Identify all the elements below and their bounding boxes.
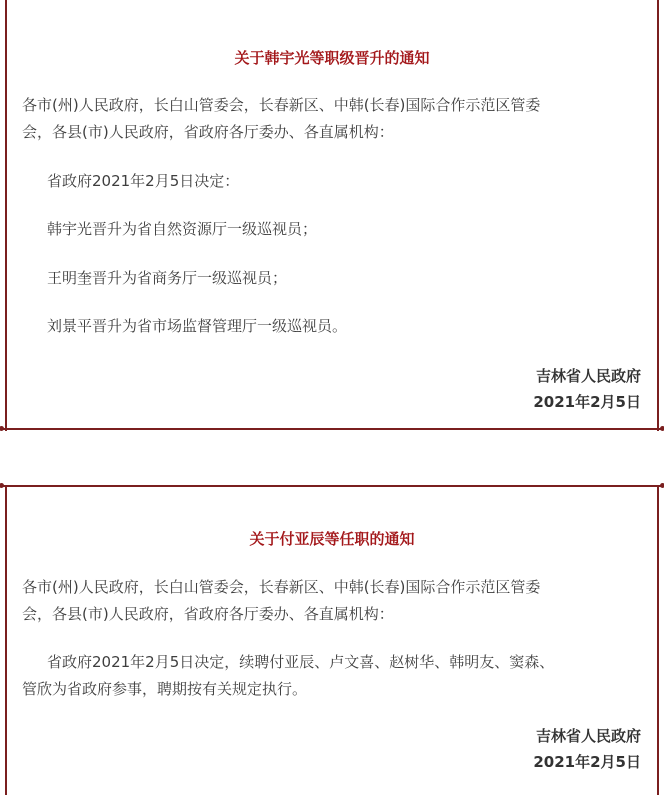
frame-bottom-line [1, 428, 663, 430]
frame-corner-dot [660, 483, 664, 488]
recipients-line: 各市(州)人民政府，长白山管委会，长春新区、中韩(长春)国际合作示范区管委 [22, 578, 541, 596]
notice-title: 关于付亚辰等任职的通知 [249, 530, 415, 548]
recipients [22, 92, 642, 146]
list-item: 王明奎晋升为省商务厅一级巡视员； [47, 269, 288, 287]
recipients-line: 会，各县(市)人民政府，省政府各厅委办、各直属机构： [22, 123, 394, 141]
frame-corner-dot [0, 426, 4, 431]
notice-2 [5, 486, 659, 795]
list-item: 刘景平晋升为省市场监督管理厅一级巡视员。 [47, 317, 348, 335]
signature-org: 吉林省人民政府 [535, 367, 641, 385]
recipients [22, 574, 642, 628]
frame-corner-dot [660, 426, 664, 431]
list-item: 韩宇光晋升为省自然资源厅一级巡视员； [47, 220, 318, 238]
decision-line: 省政府2021年2月5日决定，续聘付亚辰、卢文喜、赵树华、韩明友、窦森、 [47, 653, 555, 671]
recipients-line: 各市(州)人民政府，长白山管委会，长春新区、中韩(长春)国际合作示范区管委 [22, 96, 541, 114]
decision-text [22, 649, 642, 703]
frame-top-line [1, 485, 663, 487]
notice-title: 关于韩宇光等职级晋升的通知 [234, 49, 430, 67]
decision-line: 管欣为省政府参事，聘期按有关规定执行。 [22, 680, 308, 698]
notice-1 [5, 0, 659, 431]
recipients-line: 会，各县(市)人民政府，省政府各厅委办、各直属机构： [22, 605, 394, 623]
signature-org: 吉林省人民政府 [535, 727, 641, 745]
signature-date: 2021年2月5日 [533, 393, 641, 411]
decision-text: 省政府2021年2月5日决定： [47, 172, 240, 190]
frame-corner-dot [0, 483, 4, 488]
signature-date: 2021年2月5日 [533, 753, 641, 771]
